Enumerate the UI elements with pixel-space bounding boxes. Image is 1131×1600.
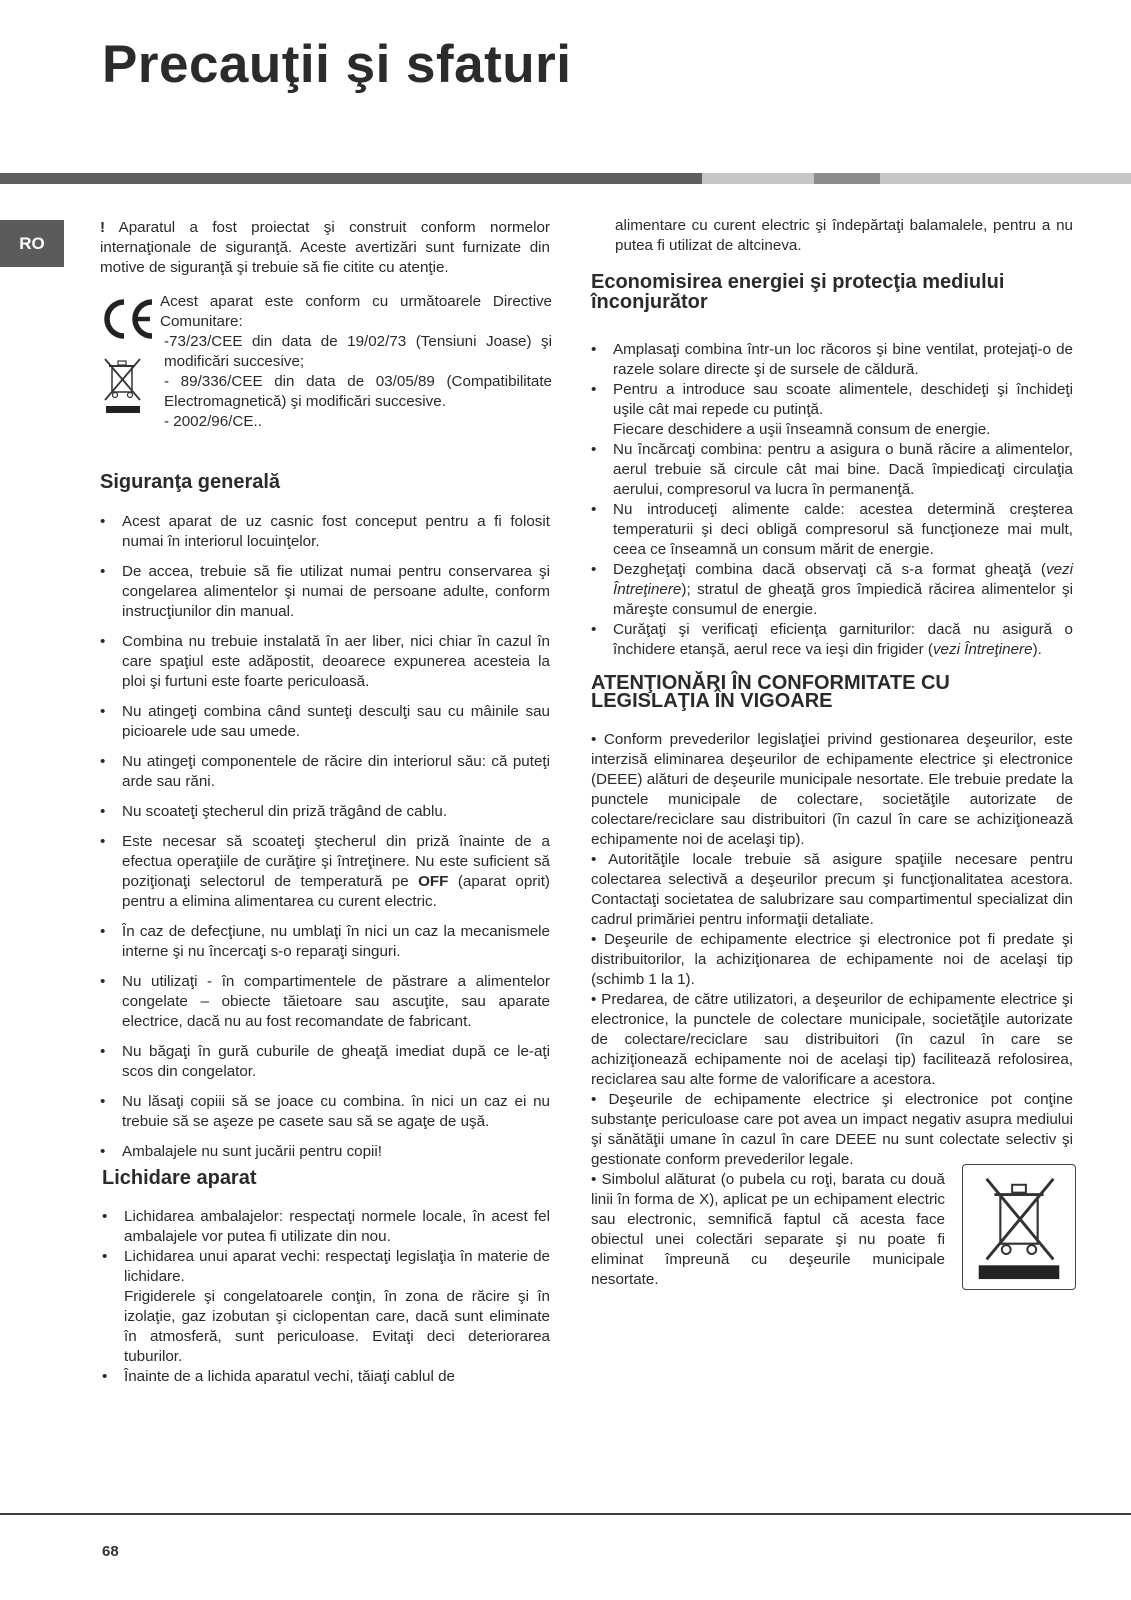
directives-text [160,292,552,432]
list-item: • Curăţaţi şi verificaţi eficienţa garniturilor: dacă nu asigură o închidere etanşă, aerul rece va ieşi din frigider (vezi Întreţinere). [591,620,1073,660]
legal-paragraph: • Deşeurile de echipamente electrice şi electronice pot fi predate şi distribuitorilor, la achiziţionarea de echipamente noi de acelaşi tip (schimb 1 la 1). [591,931,1073,988]
list-item: • Ambalajele nu sunt jucării pentru copii! [100,1142,550,1162]
intro-paragraph: ! Aparatul a fost proiectat şi construit conform normelor internaţionale de siguranţă. Aceste avertizări sunt furnizate din motive de siguranţă şi trebuie să fie citite cu atenţie. [100,219,550,276]
legal-paragraph: • Conform prevederilor legislaţiei privind gestionarea deşeurilor, este interzisă eliminarea deşeurilor de echipamente electrice şi electronice (DEEE) alături de deşeurile municipale nesortate. Ele trebuie predate la punctele municipale de colectare, societăţile autorizate de colectare/reciclare sau distribuitori (în cazul în care se achiziţionează echipamente noi de acelaşi tip). [591,731,1073,848]
list-item: • Nu atingeţi componentele de răcire din interiorul său: că puteţi arde sau răni. [100,752,550,792]
directive-item: - 2002/96/CE.. [164,413,262,430]
disposal-list [100,1207,550,1387]
safety-list [100,512,550,1162]
legal-text [591,730,1073,1290]
legal-paragraph: • Deşeurile de echipamente electrice şi electronice pot conţine substanţe periculoase care pot avea un impact negativ asupra mediului şi sănătăţii umane în cazul în care DEEE nu sunt colectate selectiv şi gestionate conform prevederilor legale. [591,1091,1073,1168]
directive-item: - 89/336/CEE din data de 03/05/89 (Compatibilitate Electromagnetică) şi modificări succesive. [164,373,552,410]
page-number: 68 [102,1543,119,1560]
list-item: • Înainte de a lichida aparatul vechi, tăiaţi cablul de [100,1367,550,1387]
list-item: • Lichidarea unui aparat vechi: respectaţi legislaţia în materie de lichidare. Frigiderele şi congelatoarele conţin, în zona de răcire şi în izolaţie, gaz izobutan şi ciclopentan care, dacă sunt eliminate în atmosferă, sunt periculoase. Evitaţi deci deteriorarea tuburilor. [100,1247,550,1367]
list-item: • Nu băgaţi în gură cuburile de gheaţă imediat după ce le-aţi scos din congelator. [100,1042,550,1082]
legal-paragraph: • Predarea, de către utilizatori, a deşeurilor de echipamente electrice şi electronice, la punctele de colectare municipale, societăţile autorizate de colectare/reciclare sau distribuitori (în cazul în care se achiziţionează echipamente noi de acelaşi tip) facilitează refolosirea, reciclarea sau alte forme de valorificare a acestora. [591,991,1073,1088]
page-title: Precauţii şi sfaturi [102,35,572,94]
ce-mark-icon [100,298,156,340]
list-item: • Dezgheţaţi combina dacă observaţi că s-a format gheaţă (vezi Întreţinere); stratul de gheaţă gros împiedică răcirea alimentelor şi măreşte consumul de energie. [591,560,1073,620]
disposal-continuation: alimentare cu curent electric şi îndepărtaţi balamalele, pentru a nu putea fi utilizat de altcineva. [615,217,1073,254]
crossed-bin-icon [962,1164,1076,1290]
list-item: • În caz de defecţiune, nu umblaţi în nici un caz la mecanismele interne şi nu încercaţi s-o reparaţi singuri. [100,922,550,962]
warning-mark: ! [100,219,106,236]
list-item: • Combina nu trebuie instalată în aer liber, nici chiar în cazul în care spaţiul este adăpostit, deoarece expunerea acesteia la ploi şi furtuni este foarte periculoasă. [100,632,550,692]
list-item: • Lichidarea ambalajelor: respectaţi normele locale, în acest fel ambalajele vor putea fi utilizate din nou. [100,1207,550,1247]
header-bar [0,173,1131,184]
list-item: • De accea, trebuie să fie utilizat numai pentru conservarea şi congelarea alimentelor şi numai de persoane adulte, conform instrucţiunilor din manual. [100,562,550,622]
list-item: • Nu lăsaţi copiii să se joace cu combina. în nici un caz ei nu trebuie să se aşeze pe casete sau să se agaţe de uşă. [100,1092,550,1132]
section-heading-legal: ATENŢIONĂRI ÎN CONFORMITATE CU LEGISLAŢIA ÎN VIGOARE [591,672,950,712]
section-heading-disposal: Lichidare aparat [102,1167,257,1189]
directives-lead: Acest aparat este conform cu următoarele Directive Comunitare: [160,293,552,330]
language-badge: RO [0,220,64,267]
legal-paragraph: • Autorităţile locale trebuie să asigure spaţiile necesare pentru colectarea selectivă a deşeurilor precum şi funcţionalitatea acestora. Contactaţi societatea de salubrizare sau compartimentul specializat din cadrul primăriei pentru informaţii detaliate. [591,851,1073,928]
footer-rule [0,1513,1131,1515]
list-item: • Nu încărcaţi combina: pentru a asigura o bună răcire a alimentelor, aerul trebuie să circule cât mai bine. Dacă împiedicaţi circulaţia aerului, compresorul va lucra în permanenţă. [591,440,1073,500]
section-heading-safety: Siguranţa generală [100,471,281,493]
directives-block [100,292,550,454]
crossed-bin-icon [102,356,144,414]
section-heading-energy: Economisirea energiei şi protecţia mediului înconjurător [591,271,1005,313]
energy-list [591,340,1073,660]
legal-paragraph-symbol: • Simbolul alăturat (o pubela cu roţi, barata cu două linii în forma de X), aplicat pe un echipament electric sau electronic, semnifică faptul că acesta face obiectul unei colectări separate şi nu poate fi eliminat împreună cu deşeurile municipale nesortate. [591,1171,945,1288]
list-item: • Nu atingeţi combina când sunteţi desculţi sau cu mâinile sau picioarele ude sau umede. [100,702,550,742]
list-item: • Amplasaţi combina într-un loc răcoros şi bine ventilat, protejaţi-o de razele solare directe şi de sursele de căldură. [591,340,1073,380]
right-column [591,216,1073,1290]
list-item: • Este necesar să scoateţi ştecherul din priză înainte de a efectua operaţiile de curăţire şi întreţinere. Nu este suficient să poziţionaţi selectorul de temperatură pe OFF (aparat oprit) pentru a elimina alimentarea cu curent electric. [100,832,550,912]
left-column [100,218,550,1387]
list-item: • Nu introduceţi alimente calde: acestea determină creşterea temperaturii şi deci obligă compresorul să funcţioneze mai mult, ceea ce înseamnă un consum mărit de energie. [591,500,1073,560]
list-item: • Nu scoateţi ştecherul din priză trăgând de cablu. [100,802,550,822]
list-item: • Pentru a introduce sau scoate alimentele, deschideţi şi închideţi uşile cât mai repede cu putinţă. Fiecare deschidere a uşii înseamnă consum de energie. [591,380,1073,440]
directive-item: -73/23/CEE din data de 19/02/73 (Tensiuni Joase) şi modificări succesive; [164,333,552,370]
off-label: OFF [418,873,449,890]
list-item: • Acest aparat de uz casnic fost conceput pentru a fi folosit numai în interiorul locuinţelor. [100,512,550,552]
list-item: • Nu utilizaţi - în compartimentele de păstrare a alimentelor congelate – obiecte tăietoare sau ascuţite, sau aparate electrice, dacă nu au fost recomandate de fabricant. [100,972,550,1032]
